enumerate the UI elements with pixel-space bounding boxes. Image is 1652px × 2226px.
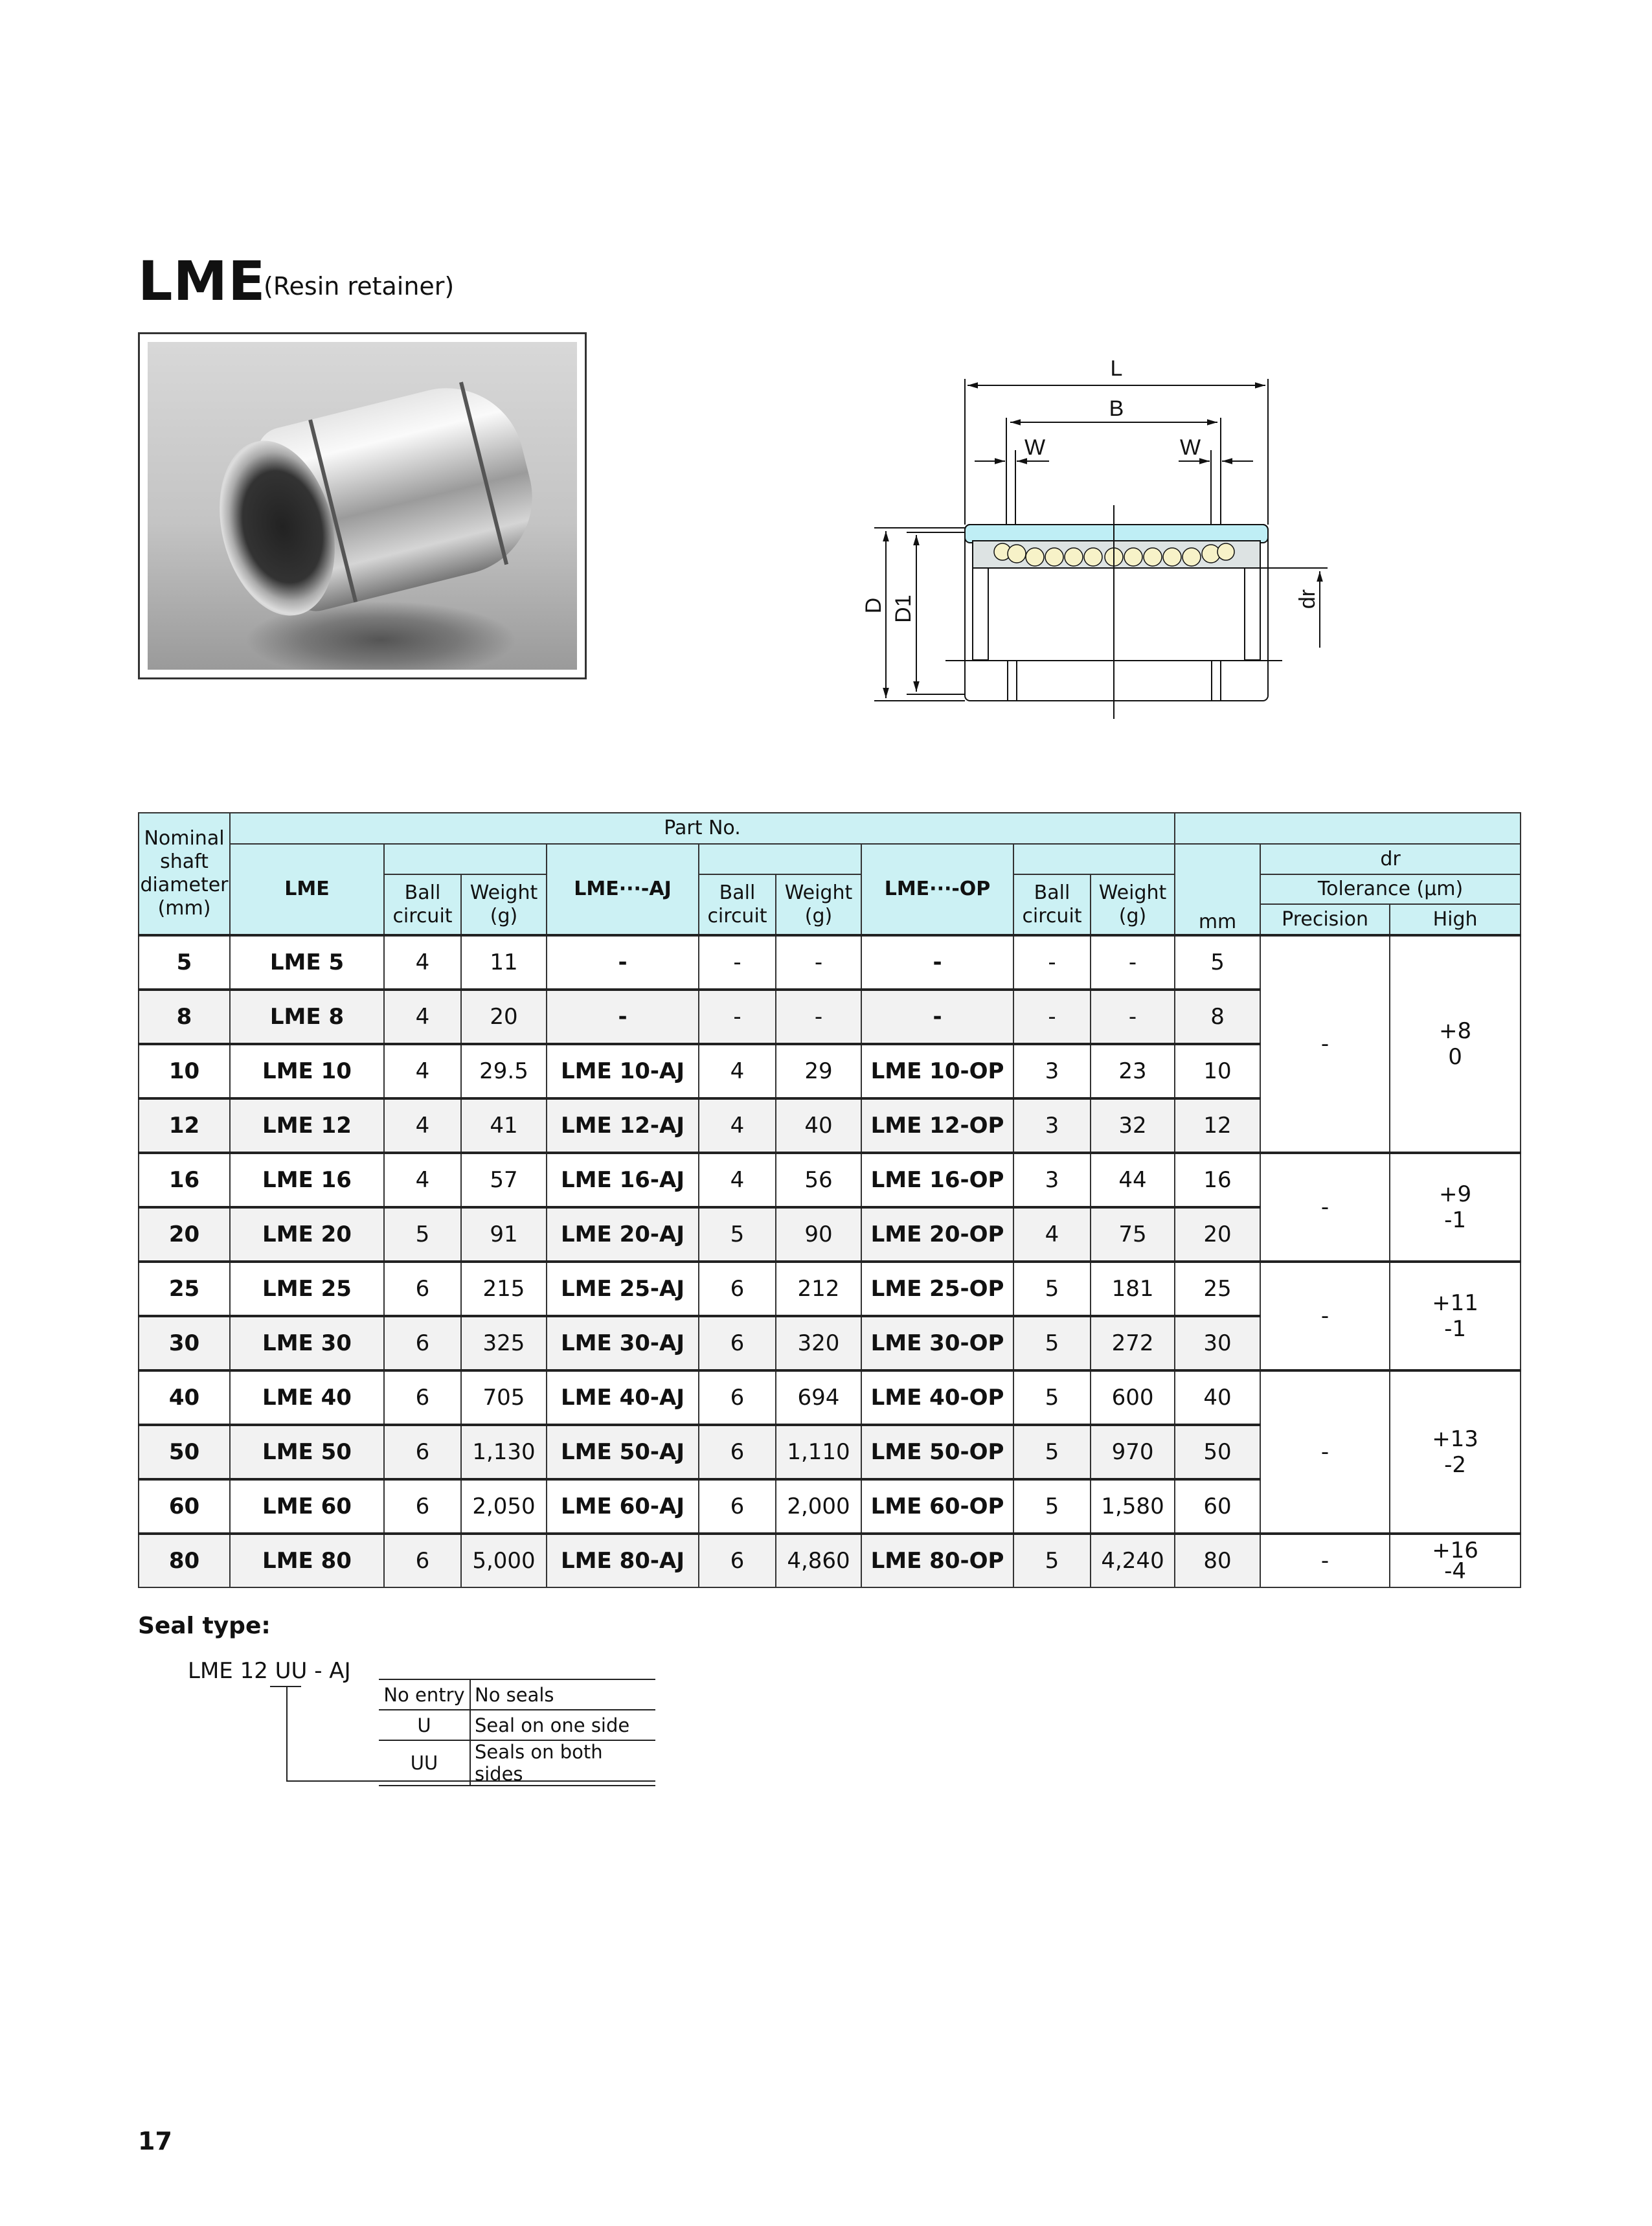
lme-op-part: LME 20-OP: [861, 1207, 1013, 1262]
weight: 40: [776, 1098, 861, 1153]
weight: 970: [1091, 1425, 1175, 1479]
ball-circuit: 6: [384, 1262, 461, 1316]
dr-mm: 8: [1175, 990, 1260, 1044]
lme-part: LME 8: [230, 990, 384, 1044]
header-lme: LME: [230, 844, 384, 935]
seal-type-table: [379, 1679, 655, 1786]
dr-mm: 80: [1175, 1534, 1260, 1587]
header-weight: Weight (g): [1091, 874, 1175, 935]
header-precision: Precision: [1260, 904, 1390, 935]
header-dr: dr: [1260, 844, 1521, 874]
lme-aj-part: LME 60-AJ: [547, 1479, 699, 1534]
tolerance-upper: +11: [1432, 1290, 1478, 1316]
weight: 32: [1091, 1098, 1175, 1153]
header-ball-circuit: Ball circuit: [1013, 874, 1091, 935]
nominal-diameter: 25: [139, 1262, 230, 1316]
nominal-diameter: 60: [139, 1479, 230, 1534]
page-number: 17: [138, 2127, 172, 2155]
nominal-diameter: 20: [139, 1207, 230, 1262]
header-high: High: [1390, 904, 1521, 935]
dr-mm: 40: [1175, 1370, 1260, 1425]
dr-mm: 25: [1175, 1262, 1260, 1316]
tolerance-lower: -4: [1444, 1558, 1467, 1584]
ball-circuit: 4: [384, 1044, 461, 1098]
ball-circuit: 4: [384, 935, 461, 990]
header-blank: [1013, 844, 1175, 874]
ball-circuit: -: [699, 935, 776, 990]
dr-mm: 16: [1175, 1153, 1260, 1207]
weight: 75: [1091, 1207, 1175, 1262]
weight: 5,000: [461, 1534, 547, 1587]
weight: 272: [1091, 1316, 1175, 1370]
seal-bracket-line: [286, 1686, 288, 1781]
weight: 91: [461, 1207, 547, 1262]
lme-aj-part: LME 16-AJ: [547, 1153, 699, 1207]
header-lme-aj: LME···-AJ: [547, 844, 699, 935]
ball-circuit: 5: [1013, 1534, 1091, 1587]
tolerance-upper: +13: [1432, 1426, 1478, 1452]
ball-circuit: 5: [1013, 1262, 1091, 1316]
seal-type-title: Seal type:: [138, 1613, 271, 1639]
ball-circuit: 6: [699, 1534, 776, 1587]
lme-aj-part: LME 30-AJ: [547, 1316, 699, 1370]
weight: 600: [1091, 1370, 1175, 1425]
weight: 29.5: [461, 1044, 547, 1098]
ball-circuit: 5: [1013, 1425, 1091, 1479]
label-W-right: W: [1179, 435, 1201, 460]
lme-aj-part: LME 50-AJ: [547, 1425, 699, 1479]
nominal-diameter: 10: [139, 1044, 230, 1098]
lme-part: LME 12: [230, 1098, 384, 1153]
ball-circuit: 4: [384, 990, 461, 1044]
lme-part: LME 40: [230, 1370, 384, 1425]
label-dr: dr: [1295, 589, 1320, 609]
header-ball-circuit: Ball circuit: [699, 874, 776, 935]
label-B: B: [1109, 396, 1124, 421]
nominal-diameter: 8: [139, 990, 230, 1044]
lme-op-part: -: [861, 935, 1013, 990]
lme-op-part: LME 25-OP: [861, 1262, 1013, 1316]
lme-aj-part: LME 12-AJ: [547, 1098, 699, 1153]
seal-code-suffix: - AJ: [307, 1658, 351, 1684]
header-blank: [1175, 813, 1521, 844]
dr-mm: 50: [1175, 1425, 1260, 1479]
weight: 41: [461, 1098, 547, 1153]
weight: 1,130: [461, 1425, 547, 1479]
weight: 320: [776, 1316, 861, 1370]
nominal-diameter: 50: [139, 1425, 230, 1479]
weight: 181: [1091, 1262, 1175, 1316]
table-row: [139, 1153, 1521, 1207]
label-W-left: W: [1024, 435, 1046, 460]
weight: 2,000: [776, 1479, 861, 1534]
nominal-diameter: 30: [139, 1316, 230, 1370]
lme-part: LME 50: [230, 1425, 384, 1479]
weight: 2,050: [461, 1479, 547, 1534]
product-title: LME: [138, 249, 266, 313]
lme-aj-part: LME 40-AJ: [547, 1370, 699, 1425]
weight: 705: [461, 1370, 547, 1425]
weight: -: [1091, 990, 1175, 1044]
tolerance-lower: 0: [1448, 1044, 1462, 1070]
ball-circuit: 3: [1013, 1044, 1091, 1098]
header-blank: [384, 844, 547, 874]
weight: 56: [776, 1153, 861, 1207]
dr-mm: 10: [1175, 1044, 1260, 1098]
lme-part: LME 25: [230, 1262, 384, 1316]
nominal-diameter: 16: [139, 1153, 230, 1207]
lme-part: LME 16: [230, 1153, 384, 1207]
tolerance-high: [1390, 1370, 1521, 1534]
seal-code-underline: [270, 1686, 301, 1687]
tolerance-lower: -2: [1444, 1452, 1467, 1478]
tolerance-precision: -: [1260, 1534, 1390, 1587]
table-row: [139, 1534, 1521, 1587]
ball-circuit: 6: [699, 1370, 776, 1425]
table-row: [139, 1262, 1521, 1316]
dimension-diagram: [861, 343, 1341, 719]
ball-circuit: -: [699, 990, 776, 1044]
tolerance-upper: +8: [1439, 1018, 1472, 1044]
lme-part: LME 10: [230, 1044, 384, 1098]
weight: 212: [776, 1262, 861, 1316]
ball-circuit: 6: [384, 1370, 461, 1425]
ball-circuit: 4: [699, 1044, 776, 1098]
ball-circuit: 6: [699, 1316, 776, 1370]
tolerance-upper: +9: [1439, 1181, 1472, 1207]
lme-aj-part: LME 80-AJ: [547, 1534, 699, 1587]
ball-circuit: 6: [384, 1425, 461, 1479]
lme-op-part: LME 80-OP: [861, 1534, 1013, 1587]
header-mm: mm: [1175, 844, 1260, 935]
seal-option-row: [379, 1679, 655, 1710]
table-row: [139, 935, 1521, 990]
dr-mm: 5: [1175, 935, 1260, 990]
ball-circuit: 6: [384, 1534, 461, 1587]
tolerance-lower: -1: [1444, 1207, 1467, 1233]
ball-circuit: 5: [384, 1207, 461, 1262]
weight: 4,860: [776, 1534, 861, 1587]
weight: 90: [776, 1207, 861, 1262]
label-D1: D1: [891, 595, 916, 623]
nominal-diameter: 40: [139, 1370, 230, 1425]
nominal-diameter: 5: [139, 935, 230, 990]
seal-option-row: [379, 1710, 655, 1740]
lme-op-part: LME 16-OP: [861, 1153, 1013, 1207]
weight: 215: [461, 1262, 547, 1316]
tolerance-precision: -: [1260, 1370, 1390, 1534]
label-D: D: [861, 597, 886, 614]
header-lme-op: LME···-OP: [861, 844, 1013, 935]
tolerance-high: [1390, 1534, 1521, 1587]
weight: 11: [461, 935, 547, 990]
lme-aj-part: LME 25-AJ: [547, 1262, 699, 1316]
seal-code: U: [379, 1710, 470, 1740]
ball-circuit: 3: [1013, 1098, 1091, 1153]
tolerance-high: [1390, 1262, 1521, 1370]
tolerance-high: [1390, 935, 1521, 1153]
weight: 44: [1091, 1153, 1175, 1207]
weight: 1,580: [1091, 1479, 1175, 1534]
ball-circuit: 6: [384, 1316, 461, 1370]
lme-op-part: LME 12-OP: [861, 1098, 1013, 1153]
lme-part: LME 60: [230, 1479, 384, 1534]
lme-op-part: LME 40-OP: [861, 1370, 1013, 1425]
nominal-diameter: 80: [139, 1534, 230, 1587]
ball-circuit: 6: [699, 1425, 776, 1479]
ball-circuit: 4: [1013, 1207, 1091, 1262]
tolerance-upper: +16: [1432, 1538, 1478, 1563]
seal-code: UU: [379, 1740, 470, 1786]
lme-op-part: LME 30-OP: [861, 1316, 1013, 1370]
ball-circuit: 6: [699, 1262, 776, 1316]
dr-mm: 30: [1175, 1316, 1260, 1370]
seal-code-prefix: LME 12: [188, 1658, 275, 1684]
weight: 325: [461, 1316, 547, 1370]
ball-circuit: 5: [1013, 1479, 1091, 1534]
header-part-no: Part No.: [230, 813, 1175, 844]
lme-part: LME 20: [230, 1207, 384, 1262]
header-ball-circuit: Ball circuit: [384, 874, 461, 935]
dr-mm: 20: [1175, 1207, 1260, 1262]
dr-mm: 12: [1175, 1098, 1260, 1153]
table-row: [139, 1370, 1521, 1425]
tolerance-lower: -1: [1444, 1316, 1467, 1342]
header-weight: Weight (g): [461, 874, 547, 935]
header-weight: Weight (g): [776, 874, 861, 935]
lme-op-part: LME 60-OP: [861, 1479, 1013, 1534]
ball-circuit: 4: [384, 1153, 461, 1207]
tolerance-precision: -: [1260, 1153, 1390, 1262]
ball-circuit: 4: [699, 1098, 776, 1153]
tolerance-precision: -: [1260, 1262, 1390, 1370]
weight: -: [776, 935, 861, 990]
ball-circuit: -: [1013, 935, 1091, 990]
seal-description: Seal on one side: [470, 1710, 655, 1740]
ball-circuit: 3: [1013, 1153, 1091, 1207]
lme-op-part: LME 50-OP: [861, 1425, 1013, 1479]
seal-code-seal: UU: [275, 1658, 308, 1684]
specifications-table: [138, 812, 1521, 1588]
header-tolerance: Tolerance (μm): [1260, 874, 1521, 904]
weight: -: [1091, 935, 1175, 990]
ball-circuit: 4: [384, 1098, 461, 1153]
seal-option-row: [379, 1740, 655, 1786]
lme-op-part: LME 10-OP: [861, 1044, 1013, 1098]
dr-mm: 60: [1175, 1479, 1260, 1534]
lme-op-part: -: [861, 990, 1013, 1044]
weight: 29: [776, 1044, 861, 1098]
ball-circuit: 6: [699, 1479, 776, 1534]
header-blank: [699, 844, 861, 874]
seal-description: Seals on both sides: [470, 1740, 655, 1786]
ball-circuit: 6: [384, 1479, 461, 1534]
lme-aj-part: -: [547, 935, 699, 990]
nominal-diameter: 12: [139, 1098, 230, 1153]
ball-circuit: 5: [1013, 1316, 1091, 1370]
product-subtitle: (Resin retainer): [264, 272, 455, 301]
weight: 23: [1091, 1044, 1175, 1098]
tolerance-precision: -: [1260, 935, 1390, 1153]
weight: 1,110: [776, 1425, 861, 1479]
header-nominal-diameter: Nominal shaft diameter (mm): [139, 813, 230, 935]
seal-code-example: [188, 1658, 351, 1684]
label-L: L: [1110, 356, 1123, 381]
lme-part: LME 30: [230, 1316, 384, 1370]
ball-circuit: 4: [699, 1153, 776, 1207]
lme-aj-part: -: [547, 990, 699, 1044]
seal-description: No seals: [470, 1679, 655, 1710]
weight: 57: [461, 1153, 547, 1207]
weight: 694: [776, 1370, 861, 1425]
lme-part: LME 80: [230, 1534, 384, 1587]
ball-circuit: 5: [699, 1207, 776, 1262]
ball-circuit: -: [1013, 990, 1091, 1044]
lme-part: LME 5: [230, 935, 384, 990]
lme-aj-part: LME 20-AJ: [547, 1207, 699, 1262]
weight: 20: [461, 990, 547, 1044]
tolerance-high: [1390, 1153, 1521, 1262]
weight: 4,240: [1091, 1534, 1175, 1587]
product-photo: [138, 332, 587, 679]
weight: -: [776, 990, 861, 1044]
lme-aj-part: LME 10-AJ: [547, 1044, 699, 1098]
seal-code: No entry: [379, 1679, 470, 1710]
ball-circuit: 5: [1013, 1370, 1091, 1425]
